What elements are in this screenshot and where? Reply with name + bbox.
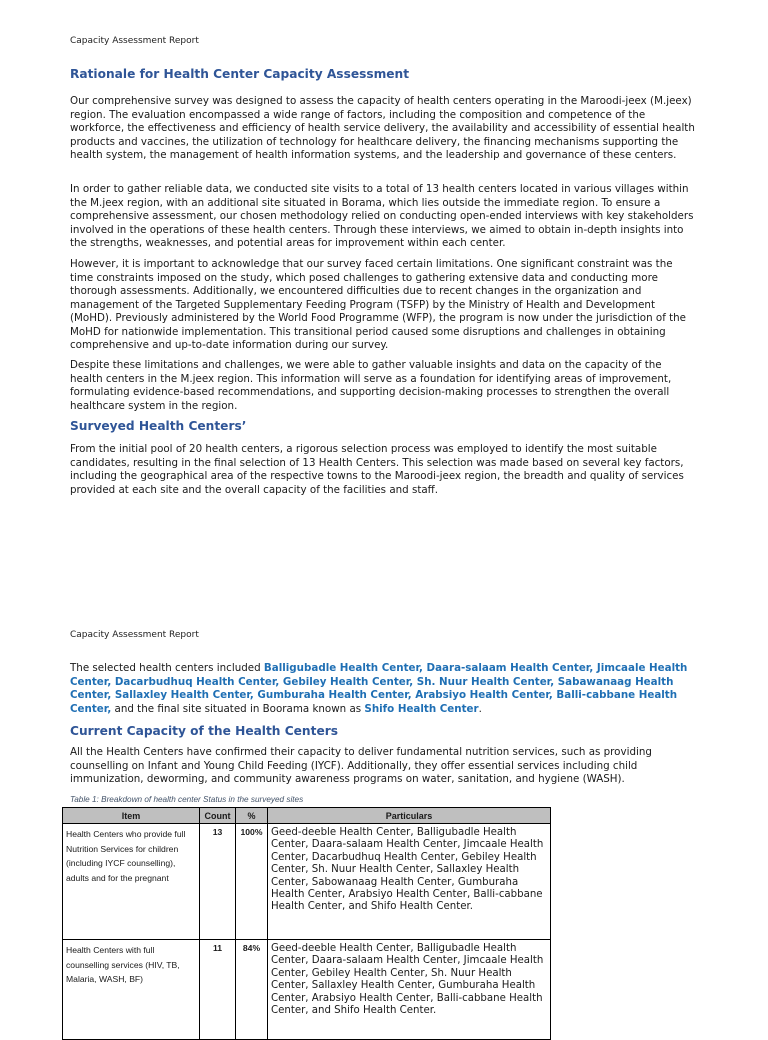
- row-item: Health Centers with full counselling services (HIV, TB, Malaria, WASH, BF): [63, 940, 200, 1040]
- running-header: Capacity Assessment Report: [70, 36, 199, 46]
- heading-rationale: Rationale for Health Center Capacity Assessment: [70, 67, 410, 81]
- paragraph-limitations: However, it is important to acknowledge that our survey faced certain limitations. One significant constraint was the time constraints imposed on the study, which posed challenges to gathering extensive data and conducting more thorough assessments. Additionally, we encountered difficulties due to recent changes in the organization and management of the Targeted Supplementary Feeding Program (TSFP) by the Ministry of Health and Development (MoHD). Previously administered by the World Food Programme (WFP), the program is now under the jurisdiction of the MoHD for nationwide implementation. This transitional period caused some disruptions and challenges in obtaining comprehensive and up-to-date information during our survey.: [70, 258, 687, 351]
- running-header: Capacity Assessment Report: [70, 630, 199, 640]
- table-row: [63, 940, 551, 1040]
- row-percent: 100%: [236, 824, 268, 940]
- heading-surveyed-centers: Surveyed Health Centers’: [70, 419, 247, 433]
- table-row: [63, 824, 551, 940]
- paragraph-current-capacity: All the Health Centers have confirmed their capacity to deliver fundamental nutrition services, such as providing counselling on Infant and Young Child Feeding (IYCF). Additionally, they offer essential services including child immunization, deworming, and community awareness programs on water, sanitation, and hygiene (WASH).: [70, 746, 652, 785]
- final-site-name: Shifo Health Center: [364, 702, 479, 715]
- row-count: 11: [200, 940, 236, 1040]
- paragraph-selected-centers: [70, 662, 696, 716]
- paragraph-site-visits: In order to gather reliable data, we conducted site visits to a total of 13 health centers located in various villages within the M.jeex region, with an additional site situated in Borama, which lies outside the immediate region. To ensure a comprehensive assessment, our chosen methodology relied on conducting open-ended interviews with key stakeholders involved in the operations of these health centers. Through these interviews, we aimed to obtain in-depth insights into the strengths, weaknesses, and potential areas for improvement within each center.: [70, 183, 694, 249]
- paragraph-selection: From the initial pool of 20 health centers, a rigorous selection process was employed to identify the most suitable candidates, resulting in the final selection of 13 Health Centers. This selection was made based on several key factors, including the geographical area of the respective towns to the Maroodi-jeex region, the breadth and quality of services provided at each site and the overall capacity of the facilities and staff.: [70, 443, 684, 496]
- paragraph-survey-design: Our comprehensive survey was designed to assess the capacity of health centers operating in the Maroodi-jeex (M.jeex) region. The evaluation encompassed a wide range of factors, including the composition and competence of the workforce, the effectiveness and efficiency of health service delivery, the availability and accessibility of essential health products and vaccines, the utilization of technology for healthcare delivery, the financing mechanisms supporting the health system, the management of health information systems, and the leadership and governance of these centers.: [70, 95, 695, 161]
- selected-centers-list: Balligubadle Health Center, Daara-salaam Health Center, Jimcaale Health Center, Dacarbudhuq Health Center, Gebiley Health Center, Sh. Nuur Health Center, Sabawanaag Health Center, Sallaxley Health Center, Gumburaha Health Center, Arabsiyo Health Center, Balli-cabbane Health Center,: [70, 662, 688, 715]
- heading-current-capacity: Current Capacity of the Health Centers: [70, 724, 338, 738]
- header-item: Item: [63, 808, 200, 824]
- row-particulars: Geed-deeble Health Center, Balligubadle Health Center, Daara-salaam Health Center, Jimcaale Health Center, Gebiley Health Center, Sh. Nuur Health Center, Sallaxley Health Center, Gumburaha Health Center, Arabsiyo Health Center, Balli-cabbane Health Center, and Shifo Health Center.: [268, 940, 551, 1040]
- health-center-status-table: [62, 807, 551, 1040]
- header-percent: %: [236, 808, 268, 824]
- page-two: [0, 612, 768, 1024]
- header-count: Count: [200, 808, 236, 824]
- table-header-row: [63, 808, 551, 824]
- row-count: 13: [200, 824, 236, 940]
- selected-middle-text: and the final site situated in Boorama known as: [111, 702, 365, 715]
- selected-intro-text: The selected health centers included: [70, 662, 264, 674]
- selected-end-text: .: [478, 702, 482, 715]
- header-particulars: Particulars: [268, 808, 551, 824]
- paragraph-insights: Despite these limitations and challenges, we were able to gather valuable insights and data on the capacity of the health centers in the M.jeex region. This information will serve as a foundation for identifying areas of improvement, formulating evidence-based recommendations, and supporting decision-making processes to strengthen the overall healthcare system in the region.: [70, 359, 672, 412]
- row-particulars: Geed-deeble Health Center, Balligubadle Health Center, Daara-salaam Health Center, Jimcaale Health Center, Dacarbudhuq Health Center, Gebiley Health Center, Sh. Nuur Health Center, Sallaxley Health Center, Sabowanaag Health Center, Gumburaha Health Center, Arabsiyo Health Center, Balli-cabbane Health Center, and Shifo Health Center.: [268, 824, 551, 940]
- row-percent: 84%: [236, 940, 268, 1040]
- table-caption: Table 1: Breakdown of health center Status in the surveyed sites: [70, 795, 304, 804]
- row-item: Health Centers who provide full Nutrition Services for children (including IYCF counselling), adults and for the pregnant: [63, 824, 200, 940]
